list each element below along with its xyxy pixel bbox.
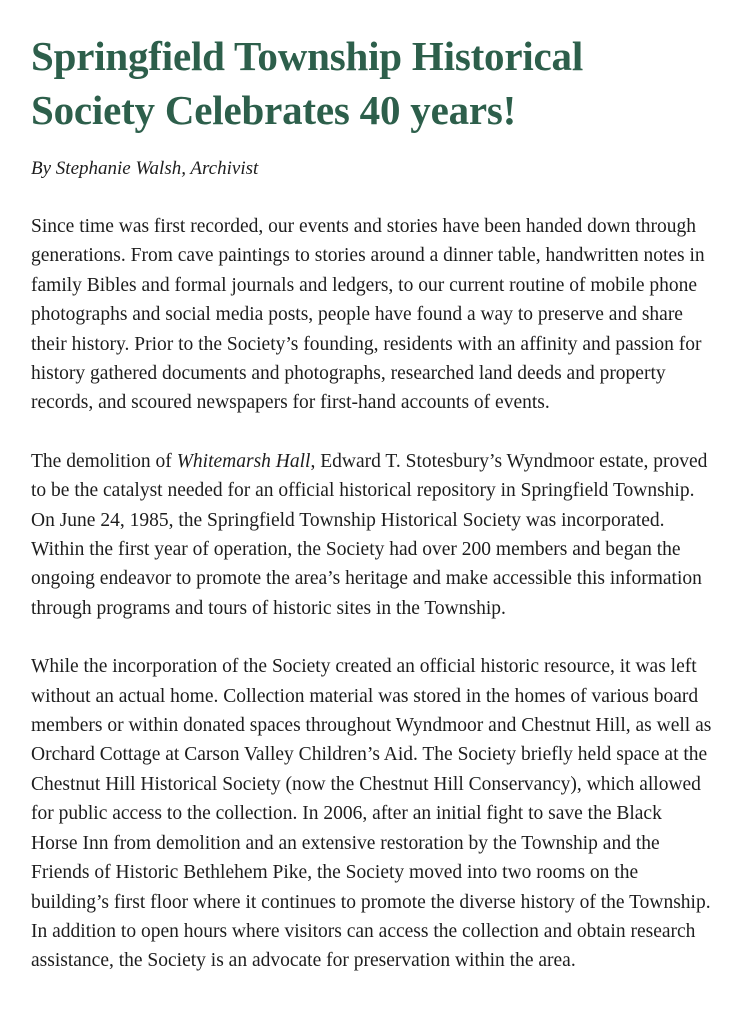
paragraph-collection-home: While the incorporation of the Society created an official historic resource, it was left without an actual home. Collection material was stored in the homes of various board members or within donated spaces throughout Wyndmoor and Chestnut Hill, as well as Orchard Cottage at Carson Valley Children’s Aid. The Society briefly held space at the Chestnut Hill Historical Society (now the Chestnut Hill Conservancy), which allowed for public access to the collection. In 2006, after an initial fight to save the Black Horse Inn from demolition and an extensive restoration by the Township and the Friends of Historic Bethlehem Pike, the Society moved into two rooms on the building’s first floor where it continues to promote the diverse history of the Township. In addition to open hours where visitors can access the collection and obtain research assistance, the Society is an advocate for preservation within the area. bbox=[31, 656, 712, 972]
paragraph-founding-history: Since time was first recorded, our events and stories have been handed down through generations. From cave paintings to stories around a dinner table, handwritten notes in family Bibles and formal journals and ledgers, to our current routine of mobile phone photographs and social media posts, people have found a way to preserve and share their history. Prior to the Society’s founding, residents with an affinity and passion for history gathered documents and photographs, researched land deeds and property records, and scoured newspapers for first-hand accounts of events. bbox=[31, 215, 705, 414]
page-title: Springfield Township Historical Society Celebrates 40 years! bbox=[31, 33, 584, 134]
paragraph-incorporation-text-start: The demolition of bbox=[31, 450, 177, 472]
paragraph-incorporation-text-rest: , Edward T. Stotesbury’s Wyndmoor estate, proved to be the catalyst needed for an official historical repository in Springfield Township. On June 24, 1985, the Springfield Township Historical Society was incorporated. Within the first year of operation, the Society had over 200 members and began the ongoing endeavor to promote the area’s heritage and make accessible this information through programs and tours of historic sites in the Township. bbox=[31, 450, 708, 619]
byline: By Stephanie Walsh, Archivist bbox=[31, 158, 259, 180]
whitemarsh-hall-italic: Whitemarsh Hall bbox=[176, 450, 311, 472]
paragraph-incorporation bbox=[31, 447, 712, 623]
